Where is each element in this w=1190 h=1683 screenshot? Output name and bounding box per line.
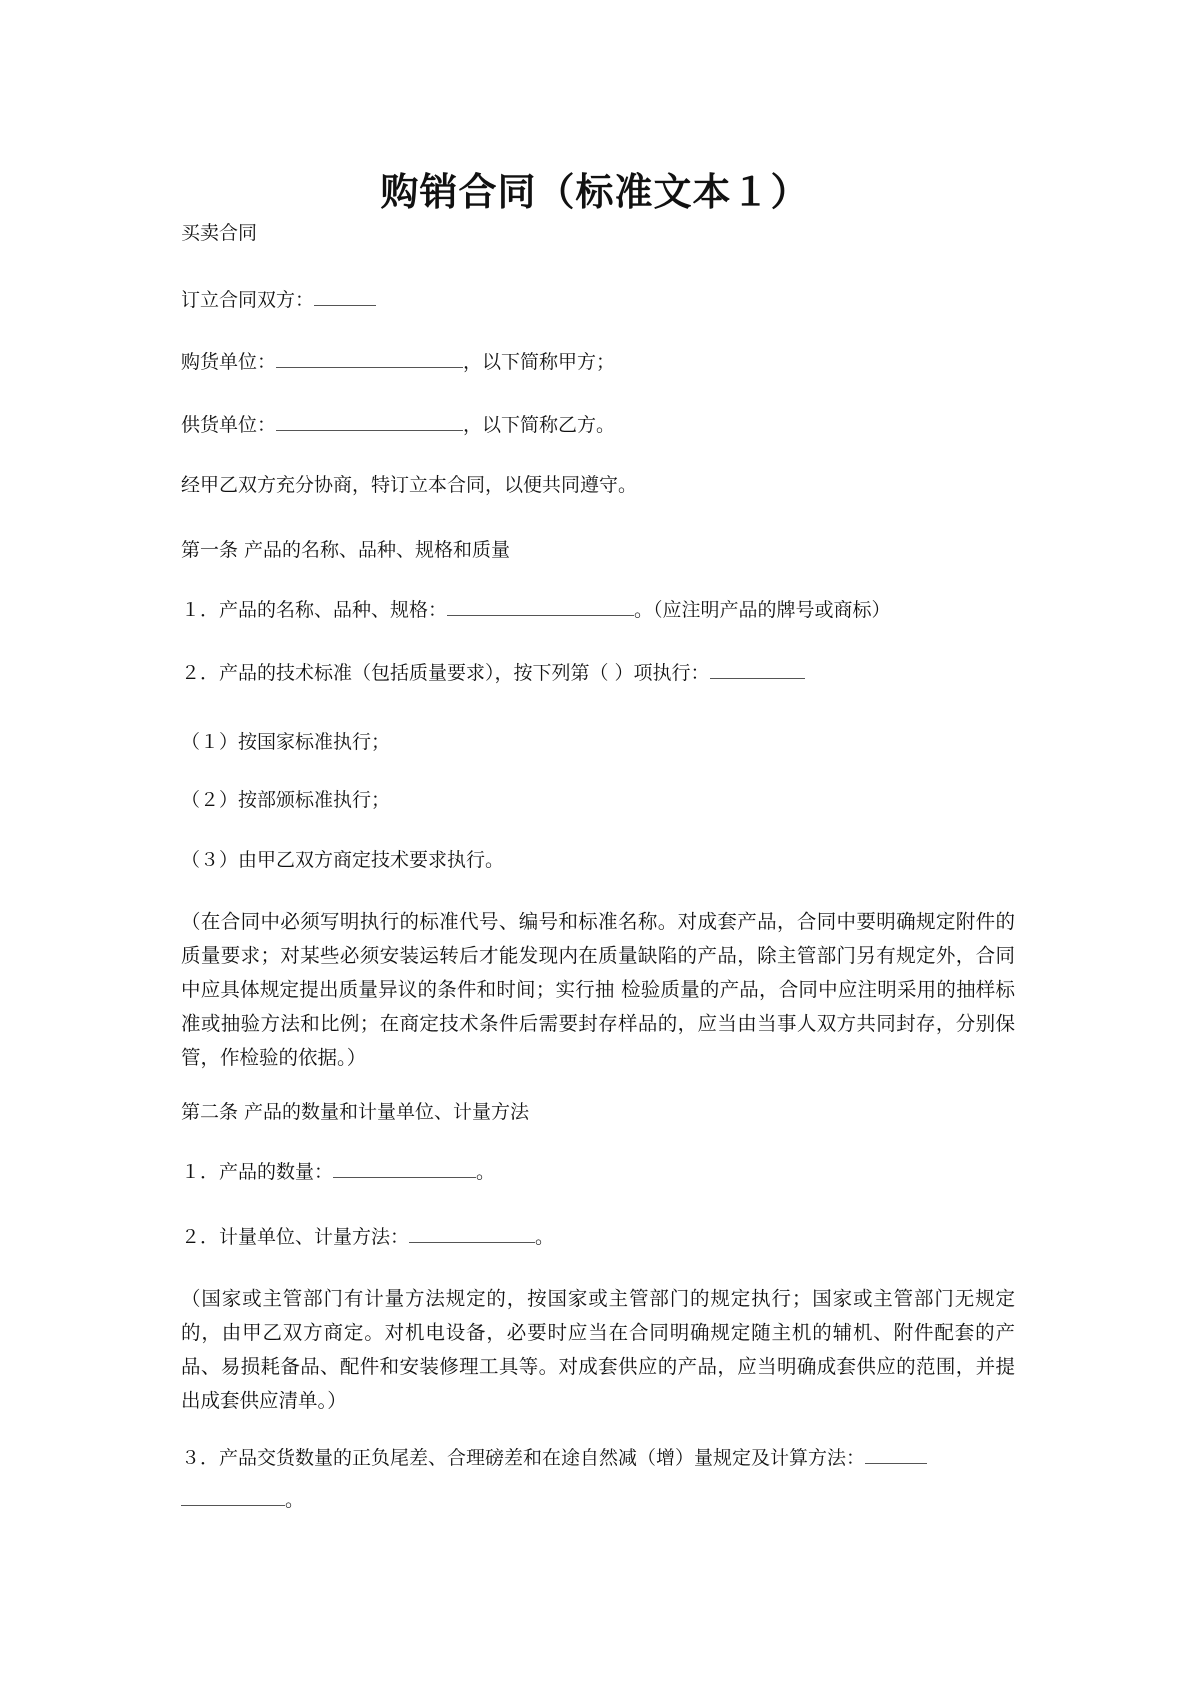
article2-item2-suffix: 。 — [535, 1226, 555, 1248]
document-subtitle: 买卖合同 — [181, 222, 258, 244]
article1-note: （在合同中必须写明执行的标准代号、编号和标准名称。对成套产品，合同中要明确规定附件的质量要求；对某些必须安装运转后才能发现内在质量缺陷的产品，除主管部门另有规定外，合同中应具体规定提出质量异议的条件和时间；实行抽 检验质量的产品，合同中应注明采用的抽样标准或抽验方法和比例；在商定技术条件后需要封存样品的，应当由当事人双方共同封存，分别保管，作检验的依据。） — [181, 910, 1015, 1069]
article2-note: （国家或主管部门有计量方法规定的，按国家或主管部门的规定执行；国家或主管部门无规定的，由甲乙双方商定。对机电设备，必要时应当在合同明确规定随主机的辅机、附件配套的产品、易损耗备品、配件和安装修理工具等。对成套供应的产品，应当明确成套供应的范围，并提出成套供应清单。） — [181, 1287, 1015, 1412]
article1-item1 — [181, 597, 1011, 623]
article2-item2-blank[interactable] — [409, 1224, 535, 1243]
buyer-line — [181, 349, 1011, 375]
article2-item3-blank-b[interactable] — [181, 1487, 285, 1506]
document-title: 购销合同（标准文本１） — [380, 169, 810, 214]
seller-blank[interactable] — [276, 412, 463, 431]
seller-line — [181, 412, 1011, 438]
article1-item2-blank[interactable] — [710, 660, 805, 679]
article2-item1 — [181, 1159, 1011, 1185]
article1-option1: （１）按国家标准执行； — [181, 731, 391, 753]
article2-heading: 第二条 产品的数量和计量单位、计量方法 — [181, 1101, 530, 1123]
article2-item2 — [181, 1224, 1011, 1250]
seller-suffix: ，以下简称乙方。 — [463, 414, 616, 436]
article2-item3-label: ３．产品交货数量的正负尾差、合理磅差和在途自然减（增）量规定及计算方法： — [181, 1447, 866, 1469]
article1-heading: 第一条 产品的名称、品种、规格和质量 — [181, 539, 511, 561]
article2-item3-suffix: 。 — [285, 1489, 305, 1511]
article2-item2-label: ２．计量单位、计量方法： — [181, 1226, 410, 1248]
buyer-blank[interactable] — [276, 349, 463, 368]
article2-item3-continued — [181, 1487, 1011, 1513]
article1-option3: （３）由甲乙双方商定技术要求执行。 — [181, 849, 505, 871]
article2-item1-label: １．产品的数量： — [181, 1161, 334, 1183]
article2-item1-suffix: 。 — [476, 1161, 496, 1183]
parties-line — [181, 287, 1011, 313]
article2-item3-blank-a[interactable] — [865, 1445, 927, 1464]
article2-item1-blank[interactable] — [333, 1159, 476, 1178]
buyer-suffix: ，以下简称甲方； — [463, 351, 616, 373]
article1-item1-blank[interactable] — [447, 597, 634, 616]
article1-item2 — [181, 660, 1011, 686]
parties-blank[interactable] — [314, 287, 376, 306]
parties-label: 订立合同双方： — [181, 289, 315, 311]
article1-item1-suffix: 。（应注明产品的牌号或商标） — [634, 599, 891, 621]
buyer-label: 购货单位： — [181, 351, 277, 373]
article1-item2-label: ２．产品的技术标准（包括质量要求），按下列第（ ）项执行： — [181, 662, 710, 684]
seller-label: 供货单位： — [181, 414, 277, 436]
article1-item1-label: １．产品的名称、品种、规格： — [181, 599, 448, 621]
article2-item3 — [181, 1445, 1011, 1471]
intro-text: 经甲乙双方充分协商，特订立本合同，以便共同遵守。 — [181, 474, 638, 496]
article1-option2: （２）按部颁标准执行； — [181, 789, 391, 811]
